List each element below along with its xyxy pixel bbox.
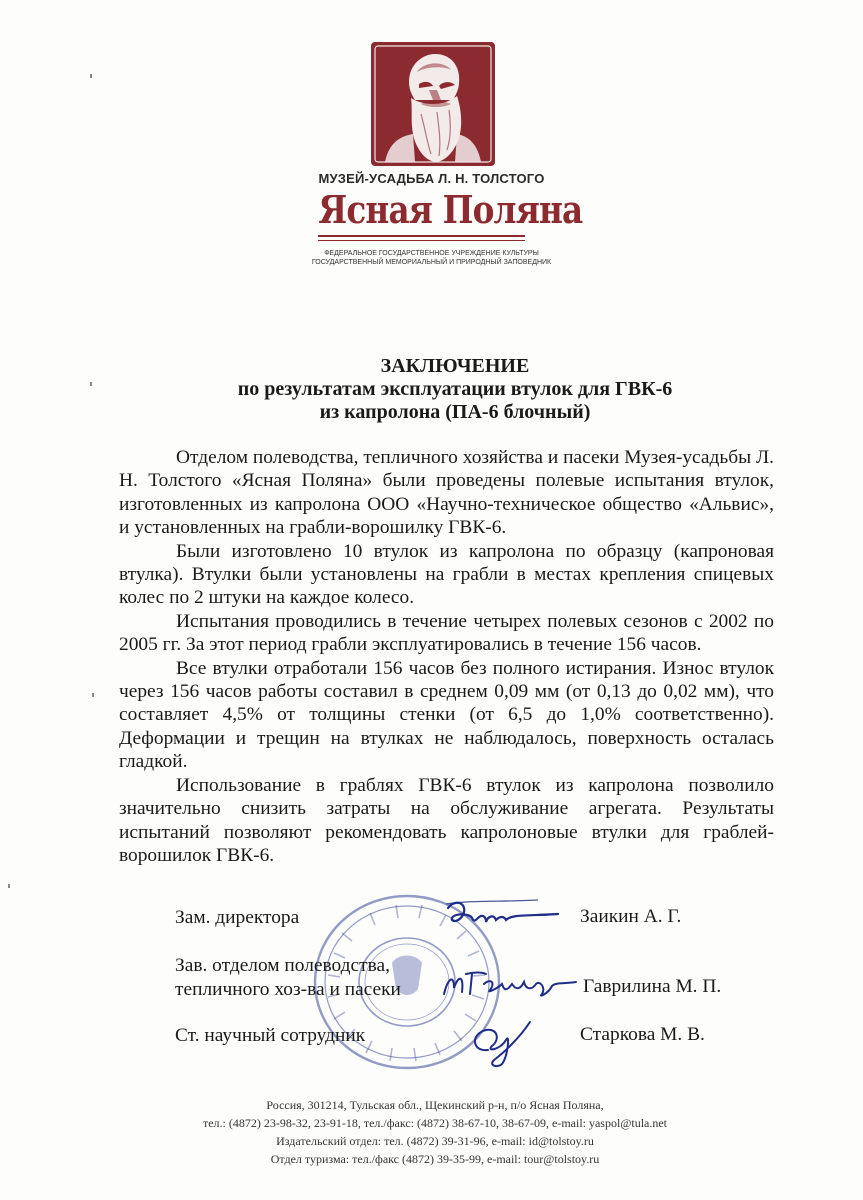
signature-position-deputy-director: Зам. директора xyxy=(175,907,300,928)
heading-title: ЗАКЛЮЧЕНИЕ xyxy=(380,355,530,377)
margin-mark xyxy=(90,382,92,386)
tolstoy-portrait-icon xyxy=(371,42,495,166)
handwritten-signature-starkova xyxy=(458,1010,538,1070)
signature-name-gavrilina: Гаврилина М. П. xyxy=(583,976,722,997)
institution-line-1: ФЕДЕРАЛЬНОЕ ГОСУДАРСТВЕННОЕ УЧРЕЖДЕНИЕ КУЛЬТУРЫ xyxy=(324,250,539,257)
body-paragraph: Использование в граблях ГВК-6 втулок из капролона позволило значительно снизить затраты на обслуживание агрегата. Результаты испытаний позволяют рекомендовать капролоновые втулки для граблей-ворошилок ГВК-6. xyxy=(119,774,774,866)
heading-line-2: по результатам эксплуатации втулок для ГВК-6 xyxy=(237,378,673,400)
handwritten-signature-zaikin xyxy=(442,894,562,934)
brand-rule-bottom xyxy=(318,240,525,241)
heading-line-3: из капролона (ПА-6 блочный) xyxy=(319,401,591,423)
margin-mark xyxy=(8,884,10,888)
museum-name: МУЗЕЙ-УСАДЬБА Л. Н. ТОЛСТОГО xyxy=(318,171,545,186)
letterhead-footer xyxy=(140,1096,730,1168)
brand-logo-text: Ясная Поляна xyxy=(318,187,583,232)
body-paragraph: Испытания проводились в течение четырех полевых сезонов с 2002 по 2005 гг. За этот период грабли эксплуатировались в течение 156 часов. xyxy=(119,610,774,656)
signature-position-senior-researcher: Ст. научный сотрудник xyxy=(175,1025,366,1046)
body-paragraph: Все втулки отработали 156 часов без полного истирания. Износ втулок через 156 часов работы составил в среднем 0,09 мм (от 0,13 до 0,02 мм), что составляет 4,5% от толщины стенки (от 6,5 до 1,0% соответственно). Деформации и трещин на втулках не наблюдалось, поверхность осталась гладкой. xyxy=(119,657,774,773)
document-heading xyxy=(100,355,810,424)
footer-tourism: Отдел туризма: тел./факс (4872) 39-35-99, e-mail: tour@tolstoy.ru xyxy=(270,1152,600,1166)
footer-address: Россия, 301214, Тульская обл., Щекинский р-н, п/о Ясная Поляна, xyxy=(266,1098,604,1112)
signature-name-zaikin: Заикин А. Г. xyxy=(580,906,682,927)
signature-position-head-of-field-department xyxy=(175,954,401,1002)
margin-mark xyxy=(92,693,94,697)
brand-rule-top xyxy=(318,235,525,237)
institution-lines xyxy=(308,249,555,267)
position-line-2: тепличного хоз-ва и пасеки xyxy=(175,979,401,1000)
position-line-1: Зав. отделом полеводства, xyxy=(175,955,390,976)
footer-phones: тел.: (4872) 23-98-32, 23-91-18, тел./факс: (4872) 38-67-10, 38-67-09, e-mail: yaspol@tula.net xyxy=(202,1116,668,1130)
body-paragraph: Отделом полеводства, тепличного хозяйства и пасеки Музея-усадьбы Л. Н. Толстого «Ясная Поляна» были проведены полевые испытания втулок, изготовленных из капролона ООО «Научно-техническое общество «Альвис», и установленных на грабли-ворошилку ГВК-6. xyxy=(119,447,774,539)
body-paragraph: Были изготовлено 10 втулок из капролона по образцу (капроновая втулка). Втулки были установлены на грабли в местах крепления спицевых колес по 2 штуки на каждое колесо. xyxy=(119,540,774,609)
handwritten-signature-gavrilina xyxy=(440,964,580,1004)
signature-name-starkova: Старкова М. В. xyxy=(580,1024,705,1045)
margin-mark xyxy=(90,74,92,78)
institution-line-2: ГОСУДАРСТВЕННЫЙ МЕМОРИАЛЬНЫЙ И ПРИРОДНЫЙ ЗАПОВЕДНИК xyxy=(311,259,552,266)
footer-publishing: Издательский отдел: тел. (4872) 39-31-96, e-mail: id@tolstoy.ru xyxy=(276,1134,594,1148)
document-body xyxy=(119,446,774,867)
